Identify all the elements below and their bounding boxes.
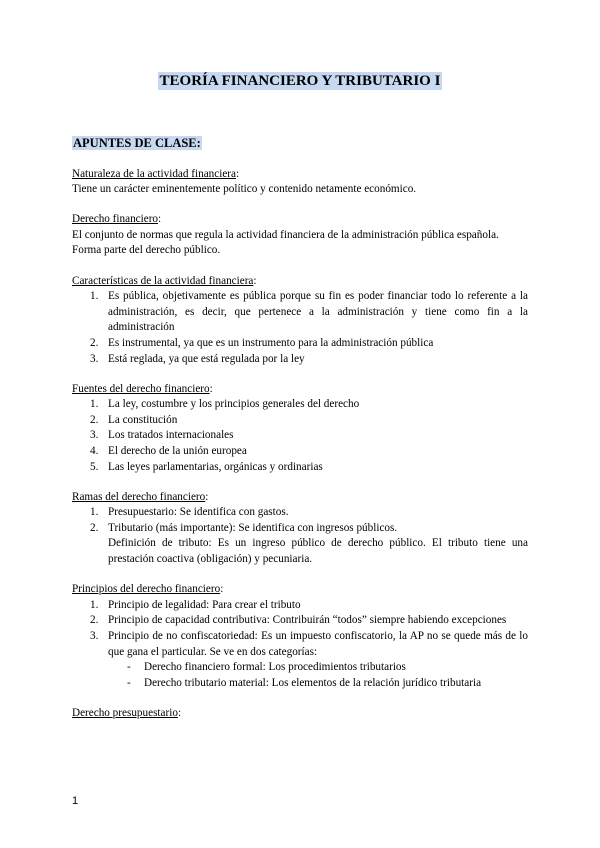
dash-mark: -: [127, 676, 131, 689]
list-item-text: Presupuestario: Se identifica con gastos.: [108, 506, 289, 519]
list-number: 3.: [90, 629, 99, 642]
numbered-list: [72, 505, 528, 567]
list-item: [72, 413, 528, 429]
dash-list: [72, 660, 528, 691]
list-item-text: Es pública, objetivamente es pública porque su fin es poder financiar todo lo referente a la administración, es decir, que pertenece a la administración y tiene como fin a la administración: [108, 290, 528, 334]
list-item-text: Los tratados internacionales: [108, 429, 234, 442]
list-item-text: Principio de capacidad contributiva: Contribuirán “todos” siempre habiendo excepciones: [108, 614, 507, 627]
section-heading: Naturaleza de la actividad financiera: [72, 167, 236, 180]
list-item: [72, 444, 528, 460]
list-item-text: Principio de legalidad: Para crear el tributo: [108, 598, 301, 611]
paragraph: Forma parte del derecho público.: [72, 244, 221, 257]
list-item: [72, 505, 528, 521]
document-body: [72, 136, 528, 721]
subtitle-text: APUNTES DE CLASE:: [73, 136, 201, 150]
section-naturaleza: Naturaleza de la actividad financiera: Tiene un carácter eminentemente político y contenido netamente económico.: [72, 167, 528, 198]
section-principios: Principios del derecho financiero: 1. Principio de legalidad: Para crear el tributo 2. Principio de capacidad contributiva: Contribuirán “todos” siempre habiendo excepciones 3. Principio de no confiscatoriedad: Es un impuesto confiscatorio, la AP no se quede más de lo que gana el particular. Se ve en dos categorías: - Derecho financiero formal: Los procedimientos tributarios - Derecho tributario material: Los elementos de la relación jurídico tributaria: [72, 582, 528, 691]
list-number: 1.: [90, 290, 99, 303]
list-item: [72, 521, 528, 568]
paragraph: El conjunto de normas que regula la actividad financiera de la administración pública española.: [72, 228, 499, 241]
section-heading: Derecho presupuestario: [72, 706, 178, 719]
list-number: 1.: [90, 506, 99, 519]
list-item-text: Las leyes parlamentarias, orgánicas y ordinarias: [108, 460, 323, 473]
dash-item-text: Derecho financiero formal: Los procedimientos tributarios: [144, 661, 406, 674]
list-item-text: Tributario (más importante): Se identifica con ingresos públicos.: [108, 521, 398, 534]
list-item: [72, 613, 528, 629]
list-number: 3.: [90, 429, 99, 442]
dash-list-item: [72, 676, 528, 692]
list-item: [72, 598, 528, 614]
list-number: 2.: [90, 336, 99, 349]
list-number: 3.: [90, 352, 99, 365]
section-heading: Ramas del derecho financiero: [72, 490, 206, 503]
list-item: [72, 289, 528, 336]
numbered-list: [72, 397, 528, 475]
list-item: [72, 352, 528, 368]
section-presupuestario: Derecho presupuestario:: [72, 706, 182, 719]
list-number: 1.: [90, 398, 99, 411]
document-title-text: TEORÍA FINANCIERO Y TRIBUTARIO I: [159, 73, 441, 89]
list-number: 1.: [90, 598, 99, 611]
list-item: [72, 460, 528, 476]
list-item-text: Principio de no confiscatoriedad: Es un impuesto confiscatorio, la AP no se quede más de lo que gana el particular. Se ve en dos categorías:: [108, 629, 528, 658]
dash-mark: -: [127, 661, 131, 674]
list-item: [72, 629, 528, 660]
list-number: 2.: [90, 413, 99, 426]
section-heading: Derecho financiero: [72, 213, 159, 226]
section-derecho-financiero: Derecho financiero: El conjunto de normas que regula la actividad financiera de la administración pública española. Forma parte del derecho público.: [72, 212, 528, 259]
numbered-list: [72, 598, 528, 660]
list-number: 5.: [90, 460, 99, 473]
section-fuentes: Fuentes del derecho financiero: 1. La ley, costumbre y los principios generales del derecho 2. La constitución 3. Los tratados internacionales 4. El derecho de la unión europea 5. Las leyes parlamentarias, orgánicas y ordinarias: [72, 382, 528, 476]
page-number: 1: [72, 795, 79, 807]
subtitle: [72, 136, 528, 152]
section-heading: Características de la actividad financiera: [72, 274, 254, 287]
numbered-list: [72, 289, 528, 367]
list-item-text: La constitución: [108, 413, 178, 426]
list-item: [72, 428, 528, 444]
section-heading: Fuentes del derecho financiero: [72, 382, 210, 395]
list-item: [72, 397, 528, 413]
section-ramas: Ramas del derecho financiero: 1. Presupuestario: Se identifica con gastos. 2. Tributario (más importante): Se identifica con ingresos públicos. Definición de tributo: Es un ingreso público de derecho público. El tributo tiene una prestación coactiva (obligación) y pecuniaria.: [72, 490, 528, 568]
section-heading: Principios del derecho financiero: [72, 583, 221, 596]
list-number: 4.: [90, 445, 99, 457]
list-item: [72, 336, 528, 352]
section-caracteristicas: Características de la actividad financiera: 1. Es pública, objetivamente es pública porque su fin es poder financiar todo lo referente a la administración, es decir, que pertenece a la administración y tiene como fin a la administración 2. Es instrumental, ya que es un instrumento para la administración pública 3. Está reglada, ya que está regulada por la ley: [72, 274, 528, 368]
list-item-note: Definición de tributo: Es un ingreso público de derecho público. El tributo tiene una prestación coactiva (obligación) y pecuniaria.: [108, 537, 528, 566]
list-item-text: Está reglada, ya que está regulada por la ley: [108, 352, 305, 365]
list-number: 2.: [90, 614, 99, 627]
list-item-text: La ley, costumbre y los principios generales del derecho: [108, 398, 360, 411]
dash-list-item: [72, 660, 528, 676]
document-title: [0, 72, 600, 90]
list-number: 2.: [90, 521, 99, 534]
list-item-text: El derecho de la unión europea: [108, 445, 247, 457]
paragraph: Tiene un carácter eminentemente político y contenido netamente económico.: [72, 183, 417, 196]
list-item-text: Es instrumental, ya que es un instrumento para la administración pública: [108, 336, 434, 349]
dash-item-text: Derecho tributario material: Los elementos de la relación jurídico tributaria: [144, 676, 482, 689]
